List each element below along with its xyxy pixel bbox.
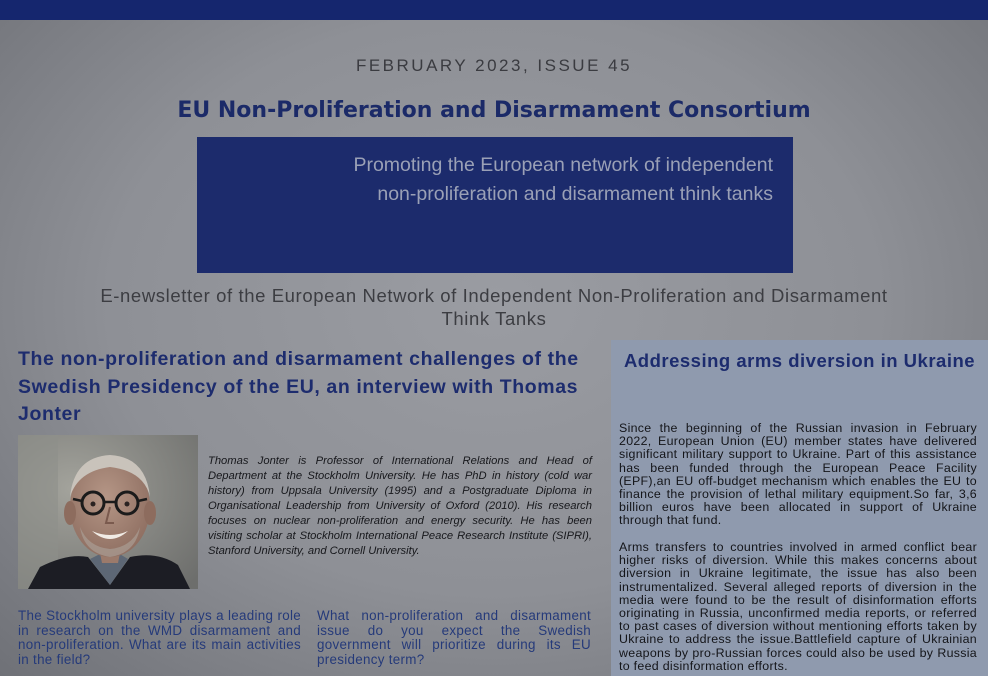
portrait-illustration <box>18 435 198 589</box>
sidebar-paragraph-2: Arms transfers to countries involved in armed conflict bear higher risks of diversion. While this makes concerns about diversion in Ukraine legitimate, the issue has also been instrumentalized. Several alleged reports of diversion in the media were found to be the result of disinformation efforts originating in Russia, unconfirmed media reports, or referred to past cases of diversion without mentioning efforts taken by Ukraine to address the issue.Battlefield capture of Ukrainian weapons by pro-Russian forces could also be used by Russia to feed disinformation efforts. <box>619 540 977 673</box>
sidebar-paragraph-1: Since the beginning of the Russian invasion in February 2022, European Union (EU) member states have delivered significant military support to Ukraine. Part of this assistance has been funded through the European Peace Facility (EPF),an EU off-budget mechanism which enables the EU to finance the provision of lethal military equipment.So far, 3,6 billion euros have been allocated in support of Ukraine through that fund. <box>619 421 977 528</box>
banner-line-1: Promoting the European network of independent <box>353 154 773 176</box>
sidebar-panel <box>611 340 988 676</box>
issue-line: FEBRUARY 2023, ISSUE 45 <box>355 56 633 75</box>
banner-text <box>233 151 773 209</box>
portrait-photo <box>18 435 198 589</box>
consortium-title: EU Non-Proliferation and Disarmament Consortium <box>177 98 811 123</box>
article-headline[interactable]: The non-proliferation and disarmament challenges of the Swedish Presidency of the EU, an interview with Thomas Jonter <box>18 348 579 425</box>
interview-question-2: What non-proliferation and disarmament issue do you expect the Swedish government will prioritize during its EU presidency term? <box>317 608 591 667</box>
author-bio: Thomas Jonter is Professor of International Relations and Head of Department at the Stockholm University. He has PhD in history (cold war history) from Uppsala University (1995) and a Postgraduate Diploma in Organisational Leadership from University of Oxford (2010). His research focuses on nuclear non-proliferation and energy security. He has been visiting scholar at Stockholm International Peace Research Institute (SIPRI), Stanford University, and Cornell University. <box>208 455 592 557</box>
interview-question-1: The Stockholm university plays a leading role in research on the WMD disarmament and non-proliferation. What are its main activities in the field? <box>18 608 301 667</box>
sidebar-title[interactable]: Addressing arms diversion in Ukraine <box>623 350 976 371</box>
enewsletter-subtitle: E-newsletter of the European Network of Independent Non-Proliferation and Disarmament Think Tanks <box>100 285 888 329</box>
banner-line-2: non-proliferation and disarmament think tanks <box>377 183 773 205</box>
top-bar <box>0 0 988 20</box>
tagline-banner <box>197 137 793 273</box>
